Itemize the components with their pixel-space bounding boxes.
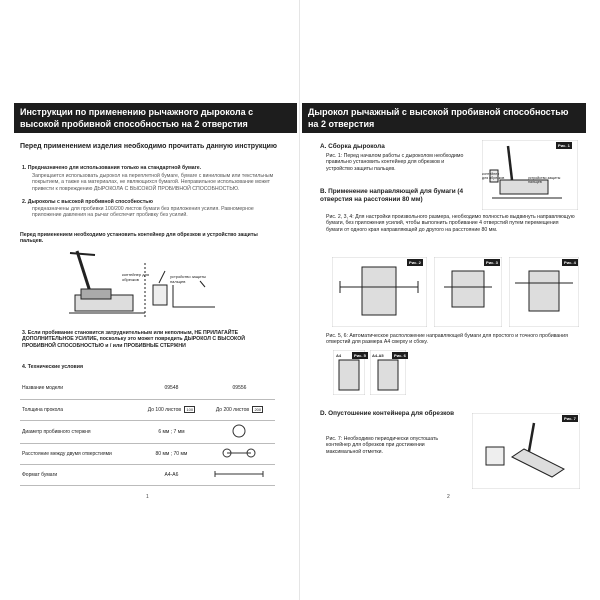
spec-table bbox=[20, 378, 275, 486]
table-cell-value: 80 мм ; 70 мм bbox=[139, 443, 204, 464]
punch-rod-icon bbox=[232, 424, 246, 438]
fig3-tag: Рис. 3 bbox=[486, 260, 498, 265]
fig6-tag: Рис. 6 bbox=[394, 353, 406, 358]
intro-heading: Перед применением изделия необходимо прочитать данную инструкцию bbox=[20, 143, 277, 150]
table-row bbox=[20, 378, 275, 399]
table-cell-value bbox=[139, 399, 204, 420]
item1-body: Запрещается использовать дырокол на переплетной бумаге, бумаге с виниловым или текстильным покрытием, а также на материалах, не являющихся бумагой. Неправильное использование может привести к повреждению ДЫРОКОЛА С ВЫСОКОЙ ПРОБИВНОЙ СПОСОБНОСТЬЮ. bbox=[32, 173, 274, 192]
hole-punch-illustration bbox=[55, 243, 255, 325]
sheets-100: До 100 листов bbox=[147, 407, 182, 413]
paper-format-icon bbox=[213, 469, 265, 479]
item4-title: 4. Технические условия bbox=[22, 364, 83, 370]
table-cell-value: 09556 bbox=[204, 378, 275, 399]
fig6-label: A4-A5 bbox=[372, 353, 384, 358]
table-cell-value: 09548 bbox=[139, 378, 204, 399]
table-cell-label: Расстояние между двумя отверстиями bbox=[20, 443, 139, 464]
fig5-label: A4 bbox=[336, 353, 342, 358]
table-cell-label: Диаметр пробивного стержня bbox=[20, 420, 139, 443]
before-use-note: Перед применением необходимо установить контейнер для обрезков и устройство защиты пальцев. bbox=[20, 232, 258, 245]
figure-3 bbox=[434, 257, 502, 327]
right-page bbox=[300, 0, 600, 600]
fig1-tag: Рис. 1 bbox=[558, 143, 570, 148]
section-b-title: B. Применение направляющей для бумаги (4 отверстия на расстоянии 80 мм) bbox=[320, 188, 464, 203]
section-d-title: D. Опустошение контейнера для обрезков bbox=[320, 410, 455, 417]
item2-title: 2. Дыроколы с высокой пробивной способностью bbox=[22, 199, 153, 205]
table-cell-icon bbox=[204, 420, 275, 443]
figure-4 bbox=[509, 257, 579, 327]
table-cell-value bbox=[204, 399, 275, 420]
fig-label-finger-guard: устройство защиты пальцев bbox=[170, 274, 207, 284]
item3-warning: 3. Если пробивание становится затруднительным или неполным, НЕ ПРИЛАГАЙТЕ ДОПОЛНИТЕЛЬНОЕ УСИЛИЕ, поскольку это может повредить ДЫРОКОЛ С ВЫСОКОЙ ПРОБИВНОЙ СПОСОБНОСТЬЮ и / или ПРОБИВНЫЕ СТЕРЖНИ bbox=[22, 330, 245, 349]
figure-2 bbox=[332, 257, 427, 327]
hole-distance-icon bbox=[221, 447, 257, 459]
right-page-title: Дырокол рычажный с высокой пробивной способностью на 2 отверстия bbox=[302, 103, 586, 133]
page-number-right: 2 bbox=[447, 494, 450, 500]
table-cell-icon bbox=[204, 464, 275, 485]
table-row bbox=[20, 399, 275, 420]
fig5-tag: Рис. 5 bbox=[354, 353, 366, 358]
table-cell-label: Формат бумаги bbox=[20, 464, 139, 485]
fig1-label-guard: устройство защиты пальцев bbox=[528, 176, 561, 185]
fig7-tag: Рис. 7 bbox=[564, 416, 576, 421]
fig-label-container: контейнер для обрезков bbox=[122, 272, 150, 282]
fig4-tag: Рис. 4 bbox=[564, 260, 576, 265]
table-cell-label: Толщина прокола bbox=[20, 399, 139, 420]
sheets-200: До 200 листов bbox=[215, 407, 250, 413]
fig1-label-container: контейнер для обрезков bbox=[482, 172, 505, 181]
item1-title: 1. Предназначено для использования только на стандартной бумаге. bbox=[22, 165, 202, 171]
badge-100: 100 bbox=[186, 407, 194, 412]
table-row bbox=[20, 443, 275, 464]
section-d-body: Рис. 7: Необходимо периодически опустошать контейнер для обрезков при достижении максимальной отметки. bbox=[326, 436, 439, 455]
table-cell-value: 6 мм ; 7 мм bbox=[139, 420, 204, 443]
item2-body: предназначены для пробивки 100/200 листов бумаги без приложения усилия. Равномерное приложение давления на рычаг обеспечит пробивку без усилий. bbox=[32, 206, 254, 219]
table-cell-label: Название модели bbox=[20, 378, 139, 399]
section-b-body2: Рис. 5, 6: Автоматическое расположение направляющей бумаги для простого и точного пробивания отверстий для размера А4 сверху и сбоку. bbox=[326, 333, 568, 346]
table-row bbox=[20, 464, 275, 485]
table-cell-value: A4-A6 bbox=[139, 464, 204, 485]
section-a-body: Рис. 1: Перед началом работы с дыроколом необходимо правильно установить контейнер для обрезков и устройство защиты пальцев. bbox=[326, 153, 464, 172]
section-b-body: Рис. 2, 3, 4: Для настройки произвольного размера, необходимо полностью выдвинуть направляющую бумаги, без приложения усилий, чтобы выполнить пробивание 4 отверстий путем перемещения бумаги от одного края направляющей до другого на расстояние 80 мм. bbox=[326, 214, 575, 233]
badge-200: 200 bbox=[254, 407, 262, 412]
section-a-title: A. Сборка дырокола bbox=[320, 143, 385, 150]
table-row bbox=[20, 420, 275, 443]
fig2-tag: Рис. 2 bbox=[409, 260, 421, 265]
figure-7 bbox=[472, 413, 580, 489]
page-number-left: 1 bbox=[146, 494, 149, 500]
table-cell-icon bbox=[204, 443, 275, 464]
left-page-title: Инструкции по применению рычажного дырокола с высокой пробивной способностью на 2 отверстия bbox=[14, 103, 297, 133]
